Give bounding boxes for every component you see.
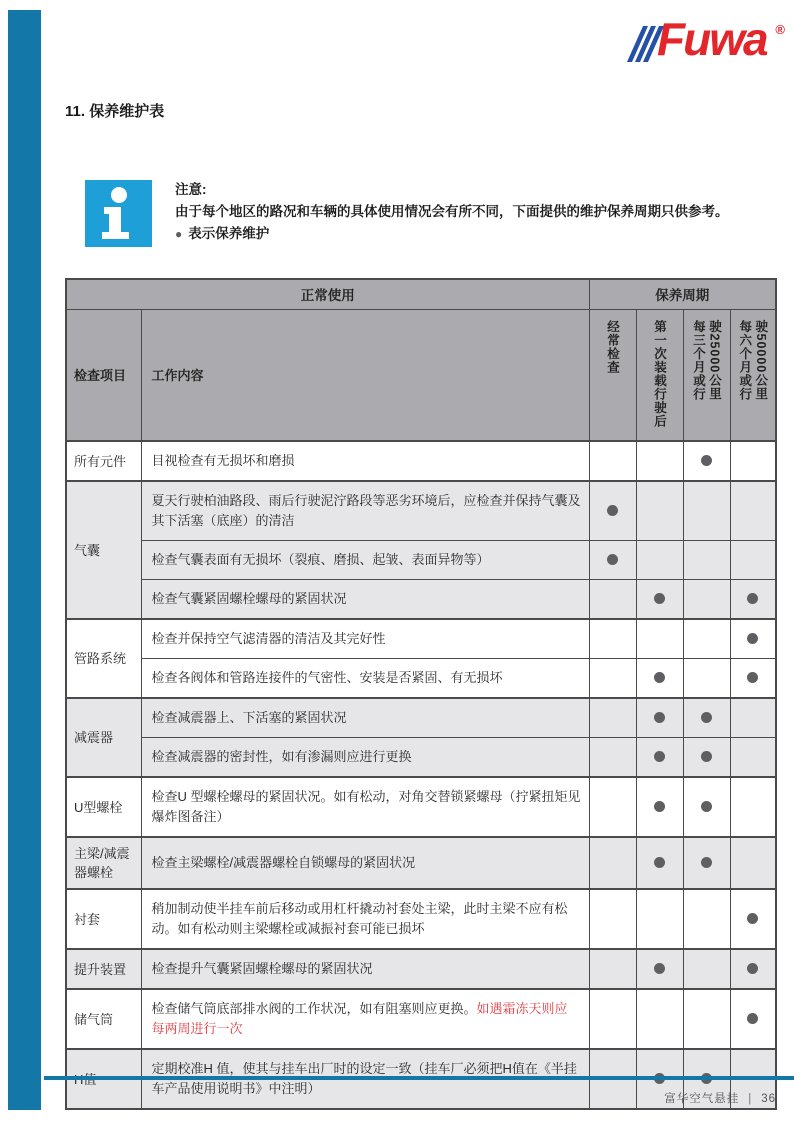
inspection-item-cell: 减震器	[66, 698, 141, 777]
notice-legend	[175, 223, 780, 245]
table-header-sub-row	[66, 309, 776, 441]
maintenance-dot-icon	[654, 672, 665, 683]
inspection-item-cell: 储气筒	[66, 989, 141, 1049]
table-row	[66, 837, 776, 889]
empty-period-cell	[683, 949, 730, 989]
inspection-item-cell: 主梁/减震器螺栓	[66, 837, 141, 889]
table-row	[66, 698, 776, 738]
empty-period-cell	[589, 949, 636, 989]
empty-period-cell	[683, 541, 730, 580]
maintenance-dot-cell	[636, 837, 683, 889]
inspection-item-cell: U型螺栓	[66, 777, 141, 837]
maintenance-dot-icon	[607, 505, 618, 516]
empty-period-cell	[589, 738, 636, 778]
maintenance-dot-icon	[701, 712, 712, 723]
work-content-cell: 检查并保持空气滤清器的清洁及其完好性	[141, 619, 589, 659]
maintenance-dot-icon	[747, 913, 758, 924]
empty-period-cell	[730, 777, 776, 837]
table-row	[66, 441, 776, 481]
work-content-cell: 检查气囊紧固螺栓螺母的紧固状况	[141, 580, 589, 620]
table-row	[66, 738, 776, 778]
footer-brand: 富华空气悬挂	[664, 1093, 740, 1105]
maintenance-table	[65, 278, 775, 1110]
empty-period-cell	[589, 777, 636, 837]
inspection-item-cell: 提升装置	[66, 949, 141, 989]
maintenance-dot-icon	[747, 963, 758, 974]
maintenance-dot-icon	[654, 593, 665, 604]
footer-page-number: 36	[761, 1093, 776, 1105]
period-column-header-2: 第一次装载行驶后	[636, 309, 683, 441]
empty-period-cell	[683, 481, 730, 541]
empty-period-cell	[636, 541, 683, 580]
maintenance-dot-cell	[683, 777, 730, 837]
table-row	[66, 777, 776, 837]
maintenance-dot-cell	[730, 949, 776, 989]
maintenance-dot-icon	[701, 801, 712, 812]
maintenance-dot-cell	[636, 738, 683, 778]
work-content-cell: 夏天行驶柏油路段、雨后行驶泥泞路段等恶劣环境后，应检查并保持气囊及其下活塞（底座）的清洁	[141, 481, 589, 541]
notice-body: 由于每个地区的路况和车辆的具体使用情况会有所不同，下面提供的维护保养周期只供参考。	[175, 204, 729, 219]
maintenance-dot-icon	[607, 554, 618, 565]
maintenance-dot-icon	[654, 963, 665, 974]
empty-period-cell	[636, 989, 683, 1049]
inspection-item-cell: 气囊	[66, 481, 141, 619]
work-content-cell: 检查各阀体和管路连接件的气密性、安装是否紧固、有无损坏	[141, 659, 589, 699]
empty-period-cell	[589, 889, 636, 949]
maintenance-dot-cell	[589, 481, 636, 541]
table-row	[66, 541, 776, 580]
table-row	[66, 989, 776, 1049]
fuwa-logo	[633, 13, 785, 80]
inspection-item-header: 检查项目	[66, 309, 141, 441]
work-content-cell: 检查储气筒底部排水阀的工作状况，如有阻塞则应更换。如遇霜冻天则应每两周进行一次	[141, 989, 589, 1049]
empty-period-cell	[636, 481, 683, 541]
table-row	[66, 619, 776, 659]
work-content-cell: 检查主梁螺栓/减震器螺栓自锁螺母的紧固状况	[141, 837, 589, 889]
legend-dot-icon: ●	[175, 227, 183, 241]
work-content-cell: 检查气囊表面有无损坏（裂痕、磨损、起皱、表面异物等）	[141, 541, 589, 580]
maintenance-dot-cell	[730, 989, 776, 1049]
maintenance-dot-cell	[683, 837, 730, 889]
maintenance-dot-cell	[730, 619, 776, 659]
inspection-item-cell: 所有元件	[66, 441, 141, 481]
empty-period-cell	[683, 580, 730, 620]
maintenance-dot-icon	[747, 593, 758, 604]
normal-use-header: 正常使用	[66, 279, 589, 309]
empty-period-cell	[683, 619, 730, 659]
maintenance-dot-cell	[636, 777, 683, 837]
legend-label: 表示保养维护	[188, 226, 270, 241]
left-accent-bar	[8, 10, 41, 1110]
work-content-cell: 检查U 型螺栓螺母的紧固状况。如有松动，对角交替锁紧螺母（拧紧扭矩见爆炸图备注）	[141, 777, 589, 837]
empty-period-cell	[589, 580, 636, 620]
footer-divider: |	[748, 1093, 753, 1105]
notice-block	[175, 179, 780, 245]
maintenance-dot-cell	[730, 889, 776, 949]
maintenance-dot-cell	[683, 698, 730, 738]
maintenance-dot-icon	[654, 801, 665, 812]
maintenance-dot-icon	[654, 857, 665, 868]
info-icon	[85, 180, 152, 247]
work-content-header: 工作内容	[141, 309, 589, 441]
empty-period-cell	[589, 837, 636, 889]
maintenance-dot-cell	[636, 698, 683, 738]
maintenance-dot-cell	[636, 949, 683, 989]
empty-period-cell	[636, 619, 683, 659]
empty-period-cell	[636, 441, 683, 481]
work-content-cell: 检查减震器的密封性，如有渗漏则应进行更换	[141, 738, 589, 778]
maintenance-dot-icon	[747, 1013, 758, 1024]
maintenance-dot-icon	[701, 751, 712, 762]
empty-period-cell	[589, 989, 636, 1049]
period-column-header-4: 每六个月或行 驶50000公里	[730, 309, 776, 441]
empty-period-cell	[589, 698, 636, 738]
empty-period-cell	[730, 837, 776, 889]
empty-period-cell	[683, 659, 730, 699]
work-content-cell: 定期校准H 值，使其与挂车出厂时的设定一致（挂车厂必须把H值在《半挂车产品使用说明书》中注明）	[141, 1049, 589, 1109]
page-footer	[664, 1090, 776, 1106]
period-column-header-1: 经常检查	[589, 309, 636, 441]
maintenance-dot-icon	[747, 633, 758, 644]
empty-period-cell	[589, 659, 636, 699]
logo-text: Fuwa	[657, 13, 767, 65]
maintenance-dot-cell	[683, 738, 730, 778]
empty-period-cell	[730, 698, 776, 738]
maintenance-dot-icon	[747, 672, 758, 683]
work-content-cell: 检查减震器上、下活塞的紧固状况	[141, 698, 589, 738]
work-content-cell: 稍加制动使半挂车前后移动或用杠杆撬动衬套处主梁，此时主梁不应有松动。如有松动则主梁螺栓或减振衬套可能已损坏	[141, 889, 589, 949]
empty-period-cell	[730, 541, 776, 580]
maintenance-dot-cell	[683, 441, 730, 481]
table-row	[66, 481, 776, 541]
table-row	[66, 659, 776, 699]
maintenance-dot-icon	[654, 712, 665, 723]
registered-trademark-symbol: ®	[775, 22, 785, 37]
table-row	[66, 889, 776, 949]
empty-period-cell	[730, 481, 776, 541]
work-content-cell: 检查提升气囊紧固螺栓螺母的紧固状况	[141, 949, 589, 989]
empty-period-cell	[730, 441, 776, 481]
maintenance-period-header: 保养周期	[589, 279, 776, 309]
info-icon-dot	[111, 187, 127, 203]
info-icon-stem	[109, 207, 121, 234]
table-row	[66, 949, 776, 989]
maintenance-dot-cell	[730, 580, 776, 620]
table-header-top-row	[66, 279, 776, 309]
maintenance-dot-icon	[654, 751, 665, 762]
maintenance-dot-cell	[636, 580, 683, 620]
maintenance-dot-cell	[730, 659, 776, 699]
empty-period-cell	[589, 619, 636, 659]
empty-period-cell	[730, 738, 776, 778]
footer-rule	[44, 1076, 794, 1080]
work-content-cell: 目视检查有无损坏和磨损	[141, 441, 589, 481]
maintenance-dot-icon	[701, 455, 712, 466]
inspection-item-cell: 衬套	[66, 889, 141, 949]
inspection-item-cell: 管路系统	[66, 619, 141, 698]
table-row	[66, 580, 776, 620]
empty-period-cell	[683, 989, 730, 1049]
empty-period-cell	[636, 889, 683, 949]
maintenance-dot-cell	[589, 541, 636, 580]
info-icon-base	[102, 232, 129, 239]
period-column-header-3: 每三个月或行 驶25000公里	[683, 309, 730, 441]
maintenance-dot-cell	[636, 659, 683, 699]
notice-heading: 注意:	[175, 182, 207, 197]
empty-period-cell	[589, 441, 636, 481]
empty-period-cell	[683, 889, 730, 949]
page-title: 11. 保养维护表	[65, 103, 165, 120]
maintenance-dot-icon	[701, 857, 712, 868]
warning-text: 如遇霜冻天则应每两周进行一次	[151, 1001, 568, 1036]
